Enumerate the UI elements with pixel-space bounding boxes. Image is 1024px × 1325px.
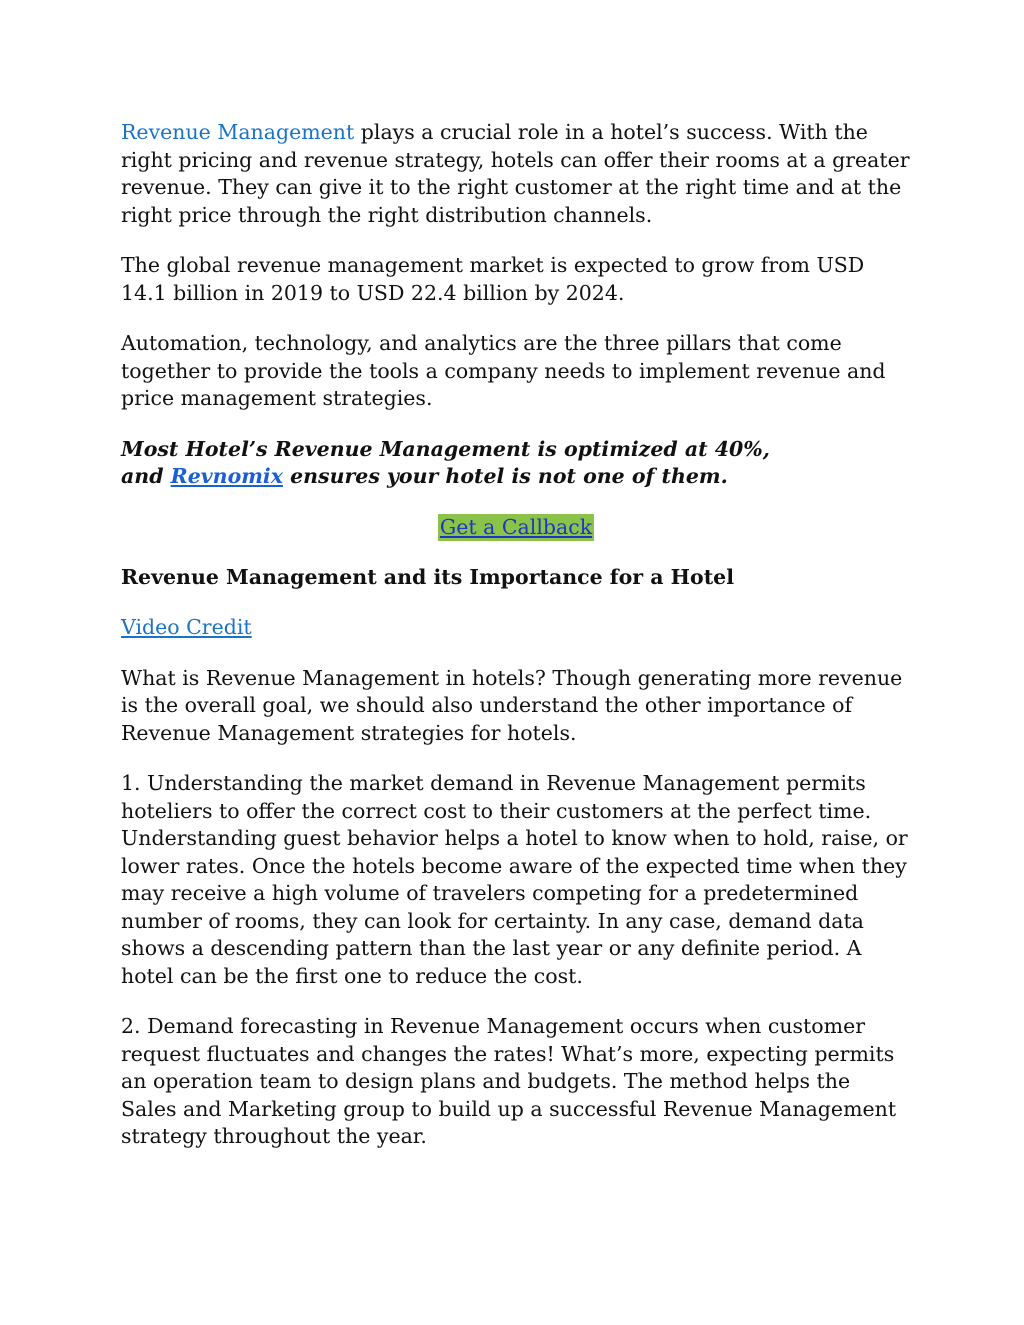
market-paragraph: The global revenue management market is expected to grow from USD 14.1 billion in 2019 to USD 22.4 billion by 2024.: [121, 253, 865, 305]
highlight-line2-after: ensures your hotel is not one of them.: [282, 464, 728, 488]
section-heading: Revenue Management and its Importance for a Hotel: [121, 564, 734, 589]
get-callback-button[interactable]: Get a Callback: [439, 514, 593, 539]
revenue-management-link[interactable]: Revenue Management: [121, 120, 355, 144]
point-1-paragraph: 1. Understanding the market demand in Revenue Management permits hoteliers to offer the correct cost to their customers at the perfect time. Understanding guest behavior helps a hotel to know when to hold, raise, or lower rates. Once the hotels become aware of the expected time when they may receive a high volume of travelers competing for a predetermined number of rooms, they can look for certainty. In any case, demand data shows a descending pattern than the last year or any definite period. A hotel can be the first one to reduce the cost.: [121, 771, 908, 988]
highlight-line1: Most Hotel’s Revenue Management is optimized at 40%,: [121, 436, 770, 461]
revnomix-link[interactable]: Revnomix: [170, 464, 283, 488]
point-2-paragraph: 2. Demand forecasting in Revenue Management occurs when customer request fluctuates and changes the rates! What’s more, expecting permits an operation team to design plans and budgets. The method helps the Sales and Marketing group to build up a successful Revenue Management strategy throughout the year.: [121, 1014, 897, 1148]
highlight-paragraph: [121, 436, 911, 491]
pillars-paragraph: Automation, technology, and analytics are the three pillars that come together to provide the tools a company needs to implement revenue and price management strategies.: [121, 331, 886, 410]
video-credit-link[interactable]: Video Credit: [121, 615, 252, 639]
intro-text: plays a crucial role in a hotel’s success. With the right pricing and revenue strategy, hotels can offer their rooms at a greater revenue. They can give it to the right customer at the right time and at the right price through the right distribution channels.: [121, 120, 910, 227]
what-is-paragraph: What is Revenue Management in hotels? Though generating more revenue is the overall goal, we should also understand the other importance of Revenue Management strategies for hotels.: [121, 665, 903, 745]
document-page: [121, 119, 911, 1151]
intro-paragraph: [121, 119, 911, 229]
highlight-line2-before: and: [121, 464, 171, 488]
callback-row: [121, 514, 911, 541]
video-credit-paragraph: [121, 614, 911, 642]
